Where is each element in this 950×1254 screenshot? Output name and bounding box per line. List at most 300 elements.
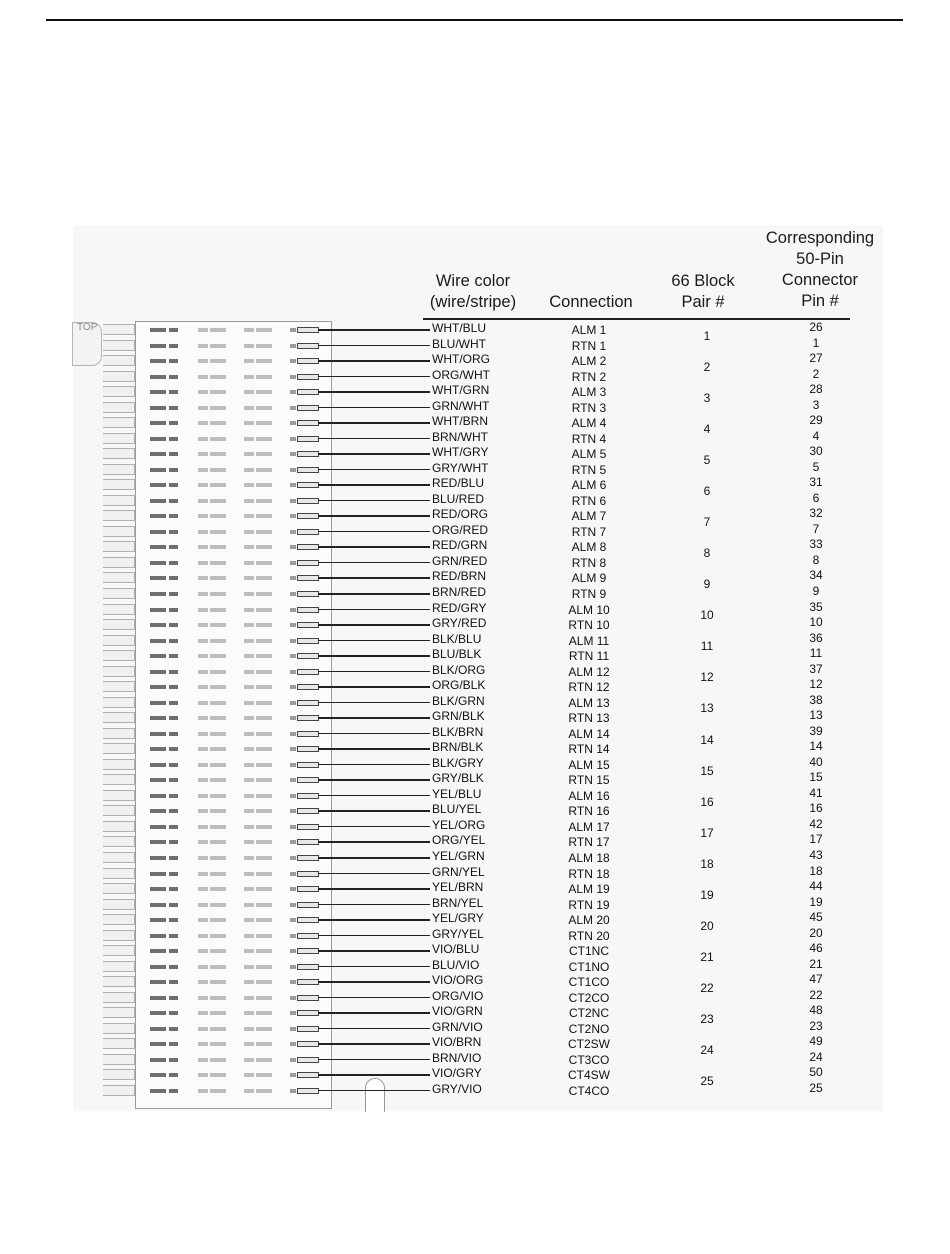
block-pin <box>150 872 166 876</box>
connection-cell: ALM 17 <box>568 819 610 834</box>
block-pin <box>290 747 296 751</box>
block-pin <box>169 1042 178 1046</box>
pin-number-cell: 34 <box>809 568 823 583</box>
block-pin <box>198 1042 208 1046</box>
block-pin <box>210 856 226 860</box>
block-pin <box>256 375 272 379</box>
block-pin <box>256 1027 272 1031</box>
block-pin <box>290 840 296 844</box>
connection-cell: RTN 16 <box>568 804 610 819</box>
block-pin <box>256 670 272 674</box>
connection-cell: RTN 1 <box>571 338 607 353</box>
lead-wire <box>318 1012 430 1014</box>
block-pin <box>169 530 178 534</box>
block-side-tab <box>103 1023 135 1034</box>
wire-color-cell: VIO/ORG <box>432 973 484 988</box>
block-clip <box>297 1072 319 1078</box>
block-pin <box>150 701 166 705</box>
block-pin <box>150 887 166 891</box>
block-side-tab <box>103 604 135 615</box>
pin-number-cell: 32 <box>809 506 823 521</box>
block-side-tab <box>103 712 135 723</box>
block-pin <box>198 406 208 410</box>
wire-color-cell: GRY/RED <box>432 616 487 631</box>
block-pin <box>198 545 208 549</box>
block-pin <box>198 980 208 984</box>
block-clip <box>297 855 319 861</box>
block-pin <box>150 747 166 751</box>
block-pin <box>290 406 296 410</box>
block-pin <box>150 794 166 798</box>
block-clip <box>297 374 319 380</box>
block-pin <box>244 809 254 813</box>
pair-number-cell: 5 <box>703 453 711 467</box>
pair-number-cell: 12 <box>700 670 714 685</box>
block-side-tab <box>103 930 135 941</box>
wire-color-cell: GRN/VIO <box>432 1019 483 1034</box>
block-pin <box>210 794 226 798</box>
block-pin <box>169 514 178 518</box>
pair-number-cell: 24 <box>700 1043 714 1058</box>
connection-cell: RTN 2 <box>571 369 607 384</box>
block-pin <box>198 639 208 643</box>
block-pin <box>210 949 226 953</box>
block-pin <box>169 468 178 472</box>
block-pin <box>244 654 254 658</box>
block-pin <box>210 918 226 922</box>
pair-number-cell: 17 <box>700 825 714 840</box>
connection-cell: CT2CO <box>568 990 610 1005</box>
block-pin <box>244 794 254 798</box>
block-pin <box>256 483 272 487</box>
pair-number-cell: 11 <box>700 639 714 654</box>
connection-cell: RTN 12 <box>568 680 610 695</box>
connection-cell: ALM 12 <box>568 664 610 679</box>
connection-cell: RTN 3 <box>571 400 607 415</box>
block-pin <box>150 483 166 487</box>
block-pin <box>150 778 166 782</box>
connection-cell: CT4CO <box>568 1083 610 1098</box>
block-pin <box>198 903 208 907</box>
block-pin <box>244 592 254 596</box>
block-clip <box>297 902 319 908</box>
block-pin <box>256 437 272 441</box>
block-pin <box>290 949 296 953</box>
block-pin <box>256 903 272 907</box>
lead-wire <box>318 469 430 471</box>
block-pin <box>210 1058 226 1062</box>
pin-number-cell: 19 <box>809 894 823 909</box>
lead-wire <box>318 1074 430 1076</box>
block-pin <box>198 949 208 953</box>
block-pin <box>150 437 166 441</box>
pair-number-cell: 10 <box>700 608 714 623</box>
pin-number-cell: 29 <box>809 413 823 428</box>
block-pin <box>150 965 166 969</box>
block-pin <box>244 872 254 876</box>
block-pin <box>256 592 272 596</box>
block-pin <box>290 825 296 829</box>
wire-color-cell: GRN/BLK <box>432 709 485 724</box>
block-pin <box>290 934 296 938</box>
block-pin <box>244 328 254 332</box>
block-pin <box>210 452 226 456</box>
pair-number-cell: 4 <box>703 421 711 436</box>
block-pin <box>244 639 254 643</box>
wire-color-cell: RED/GRY <box>432 600 487 615</box>
connection-cell: RTN 10 <box>568 618 610 633</box>
block-pin <box>169 794 178 798</box>
block-side-tab <box>103 650 135 661</box>
pair-number-cell: 1 <box>703 328 711 343</box>
block-pin <box>290 918 296 922</box>
block-pin <box>150 623 166 627</box>
block-pin <box>244 499 254 503</box>
wire-color-cell: BLK/BRN <box>432 724 484 739</box>
header-wire-color-line-2: (wire/stripe) <box>429 293 517 311</box>
block-pin <box>169 608 178 612</box>
block-pin <box>169 1058 178 1062</box>
block-side-tab <box>103 355 135 366</box>
block-pin <box>169 452 178 456</box>
block-pin <box>169 732 178 736</box>
block-pin <box>210 592 226 596</box>
block-side-tab <box>103 386 135 397</box>
block-pin <box>256 545 272 549</box>
block-clip <box>297 622 319 628</box>
block-pin <box>256 716 272 720</box>
block-pin <box>256 421 272 425</box>
connection-cell: ALM 4 <box>571 416 607 431</box>
block-pin <box>290 872 296 876</box>
block-pin <box>244 483 254 487</box>
block-clip <box>297 482 319 488</box>
block-pin <box>198 856 208 860</box>
block-pin <box>150 654 166 658</box>
pin-number-cell: 37 <box>809 661 823 676</box>
wire-color-cell: ORG/YEL <box>432 833 486 848</box>
block-pin <box>256 390 272 394</box>
block-pin <box>256 608 272 612</box>
block-pin <box>150 514 166 518</box>
header-pin-line-1: Corresponding <box>765 229 875 247</box>
lead-wire <box>318 997 430 999</box>
lead-wire <box>318 764 430 766</box>
block-pin <box>256 918 272 922</box>
block-pin <box>210 778 226 782</box>
block-pin <box>244 1042 254 1046</box>
lead-wire <box>318 935 430 937</box>
lead-wire <box>318 593 430 595</box>
block-pin <box>290 701 296 705</box>
block-pin <box>256 701 272 705</box>
block-pin <box>244 840 254 844</box>
lead-wire <box>318 1043 430 1045</box>
block-pin <box>290 732 296 736</box>
block-clip <box>297 575 319 581</box>
connection-cell: CT1NO <box>568 959 610 974</box>
wire-color-cell: RED/BRN <box>432 569 487 584</box>
block-pin <box>198 747 208 751</box>
block-pin <box>256 856 272 860</box>
wire-color-cell: BLK/ORG <box>432 662 486 677</box>
block-pin <box>290 328 296 332</box>
block-pin <box>169 1027 178 1031</box>
block-side-tab <box>103 868 135 879</box>
block-pin <box>244 561 254 565</box>
wire-color-cell: VIO/BLU <box>432 942 480 957</box>
lead-wire <box>318 810 430 812</box>
lead-wire <box>318 981 430 983</box>
wire-color-cell: BLK/GRY <box>432 755 484 770</box>
block-clip <box>297 886 319 892</box>
block-side-tab <box>103 821 135 832</box>
lead-wire <box>318 671 430 673</box>
block-clip <box>297 715 319 721</box>
block-pin <box>256 934 272 938</box>
pin-number-cell: 11 <box>809 646 823 661</box>
block-pin <box>244 763 254 767</box>
block-pin <box>198 1027 208 1031</box>
block-clip <box>297 467 319 473</box>
block-pin <box>169 872 178 876</box>
top-rule <box>46 19 903 21</box>
connection-cell: RTN 11 <box>568 649 610 664</box>
connection-cell: ALM 2 <box>571 354 607 369</box>
block-pin <box>210 421 226 425</box>
block-pin <box>244 965 254 969</box>
wire-color-cell: YEL/BLU <box>432 786 482 801</box>
block-pin <box>210 359 226 363</box>
block-side-tab <box>103 961 135 972</box>
block-pin <box>244 903 254 907</box>
block-pin <box>198 732 208 736</box>
lead-wire <box>318 950 430 952</box>
block-pin <box>169 903 178 907</box>
pin-number-cell: 16 <box>809 801 823 816</box>
block-pin <box>150 934 166 938</box>
pin-number-cell: 50 <box>809 1065 823 1080</box>
block-pin <box>210 670 226 674</box>
pin-number-cell: 44 <box>809 879 823 894</box>
block-pin <box>290 1089 296 1093</box>
block-pin <box>169 390 178 394</box>
block-pin <box>244 701 254 705</box>
connection-cell: ALM 19 <box>568 882 610 897</box>
lead-wire <box>318 686 430 688</box>
pin-number-cell: 35 <box>809 599 823 614</box>
pair-number-cell: 22 <box>700 981 714 996</box>
block-pin <box>169 639 178 643</box>
lead-wire <box>318 1059 430 1061</box>
block-pin <box>210 406 226 410</box>
pin-number-cell: 9 <box>812 584 820 598</box>
block-pin <box>256 949 272 953</box>
block-side-tab <box>103 541 135 552</box>
lead-wire <box>318 779 430 781</box>
pin-number-cell: 4 <box>812 428 820 443</box>
block-pin <box>169 654 178 658</box>
lead-wire <box>318 857 430 859</box>
block-pin <box>198 654 208 658</box>
lead-wire <box>318 966 430 968</box>
connection-cell: ALM 5 <box>571 447 607 462</box>
block-clip <box>297 839 319 845</box>
block-pin <box>150 344 166 348</box>
header-connection-line-1: Connection <box>549 293 633 311</box>
block-side-tab <box>103 1054 135 1065</box>
block-pin <box>169 778 178 782</box>
block-pin <box>150 545 166 549</box>
block-pin <box>210 623 226 627</box>
header-pin-line-2: 50-Pin <box>796 250 844 268</box>
block-pin <box>169 437 178 441</box>
block-clip <box>297 498 319 504</box>
block-side-tab <box>103 743 135 754</box>
pin-number-cell: 46 <box>809 941 823 956</box>
wire-color-cell: ORG/VIO <box>432 988 484 1003</box>
block-pin <box>210 980 226 984</box>
block-side-tab <box>103 448 135 459</box>
block-pin <box>210 375 226 379</box>
block-side-tab <box>103 790 135 801</box>
lead-wire <box>318 515 430 517</box>
top-label: TOP <box>77 322 98 333</box>
block-pin <box>150 840 166 844</box>
block-pin <box>150 499 166 503</box>
block-pin <box>290 1058 296 1062</box>
block-pin <box>290 654 296 658</box>
wire-color-cell: WHT/GRY <box>432 445 489 460</box>
block-pin <box>244 406 254 410</box>
block-pin <box>256 623 272 627</box>
block-clip <box>297 933 319 939</box>
connection-cell: RTN 6 <box>571 493 607 508</box>
block-pin <box>198 685 208 689</box>
block-pin <box>256 468 272 472</box>
block-pin <box>150 1073 166 1077</box>
pin-number-cell: 5 <box>812 459 820 474</box>
block-pin <box>290 716 296 720</box>
block-pin <box>210 654 226 658</box>
connection-cell: ALM 10 <box>568 602 610 617</box>
wire-color-cell: BLU/VIO <box>432 957 480 972</box>
block-pin <box>210 701 226 705</box>
block-pin <box>290 375 296 379</box>
pin-number-cell: 26 <box>809 320 823 334</box>
block-pin <box>198 530 208 534</box>
block-pin <box>244 576 254 580</box>
block-pin <box>290 778 296 782</box>
header-wire-color-line-1: Wire color <box>435 272 511 290</box>
lead-wire <box>318 795 430 797</box>
block-side-tab <box>103 1069 135 1080</box>
block-pin <box>210 576 226 580</box>
block-pin <box>244 716 254 720</box>
block-pin <box>150 809 166 813</box>
lead-wire <box>318 407 430 409</box>
pin-number-cell: 31 <box>809 475 823 490</box>
wire-color-cell: WHT/GRN <box>432 383 490 398</box>
block-pin <box>210 530 226 534</box>
block-pin <box>150 825 166 829</box>
header-pair-line-2: Pair # <box>681 293 725 311</box>
pin-number-cell: 24 <box>809 1049 823 1064</box>
lead-wire <box>318 1028 430 1030</box>
block-side-tab <box>103 417 135 428</box>
lead-wire <box>318 391 430 393</box>
pin-number-cell: 25 <box>809 1080 823 1095</box>
wire-color-cell: GRY/BLK <box>432 771 484 786</box>
block-side-tab <box>103 464 135 475</box>
wire-color-cell: BRN/BLK <box>432 740 484 755</box>
block-pin <box>210 545 226 549</box>
block-clip <box>297 1026 319 1032</box>
block-clip <box>297 451 319 457</box>
wire-color-cell: GRN/WHT <box>432 398 490 413</box>
block-notch <box>365 1078 385 1112</box>
block-pin <box>210 763 226 767</box>
lead-wire <box>318 873 430 875</box>
block-pin <box>169 670 178 674</box>
connection-cell: CT2NO <box>568 1021 610 1036</box>
wire-color-cell: ORG/BLK <box>432 678 486 693</box>
block-pin <box>256 809 272 813</box>
pin-number-cell: 42 <box>809 816 823 831</box>
block-pin <box>198 763 208 767</box>
block-pin <box>290 1027 296 1031</box>
block-clip <box>297 964 319 970</box>
block-side-tab <box>103 510 135 521</box>
pin-number-cell: 45 <box>809 910 823 925</box>
block-pin <box>290 903 296 907</box>
block-pin <box>150 1042 166 1046</box>
block-side-tab <box>103 1085 135 1096</box>
block-pin <box>256 576 272 580</box>
wire-color-cell: GRN/YEL <box>432 864 485 879</box>
block-pin <box>210 561 226 565</box>
block-pin <box>169 980 178 984</box>
block-clip <box>297 995 319 1001</box>
block-side-tab <box>103 1038 135 1049</box>
block-pin <box>198 623 208 627</box>
connection-cell: CT3CO <box>568 1052 610 1067</box>
wire-color-cell: GRY/VIO <box>432 1081 482 1096</box>
block-pin <box>244 421 254 425</box>
block-pin <box>290 576 296 580</box>
block-pin <box>169 561 178 565</box>
block-pin <box>244 825 254 829</box>
pair-number-cell: 6 <box>703 484 711 499</box>
pin-number-cell: 39 <box>809 723 823 738</box>
block-pin <box>210 903 226 907</box>
block-side-tab <box>103 728 135 739</box>
block-clip <box>297 917 319 923</box>
block-pin <box>244 887 254 891</box>
lead-wire <box>318 702 430 704</box>
block-side-tab <box>103 992 135 1003</box>
connection-cell: ALM 15 <box>568 757 610 772</box>
block-side-tab <box>103 976 135 987</box>
pin-number-cell: 33 <box>809 537 823 552</box>
wire-color-cell: BLK/GRN <box>432 693 485 708</box>
block-pin <box>256 825 272 829</box>
wire-color-cell: GRN/RED <box>432 553 488 568</box>
block-pin <box>244 468 254 472</box>
block-pin <box>256 887 272 891</box>
block-pin <box>169 375 178 379</box>
pin-number-cell: 8 <box>812 552 820 567</box>
